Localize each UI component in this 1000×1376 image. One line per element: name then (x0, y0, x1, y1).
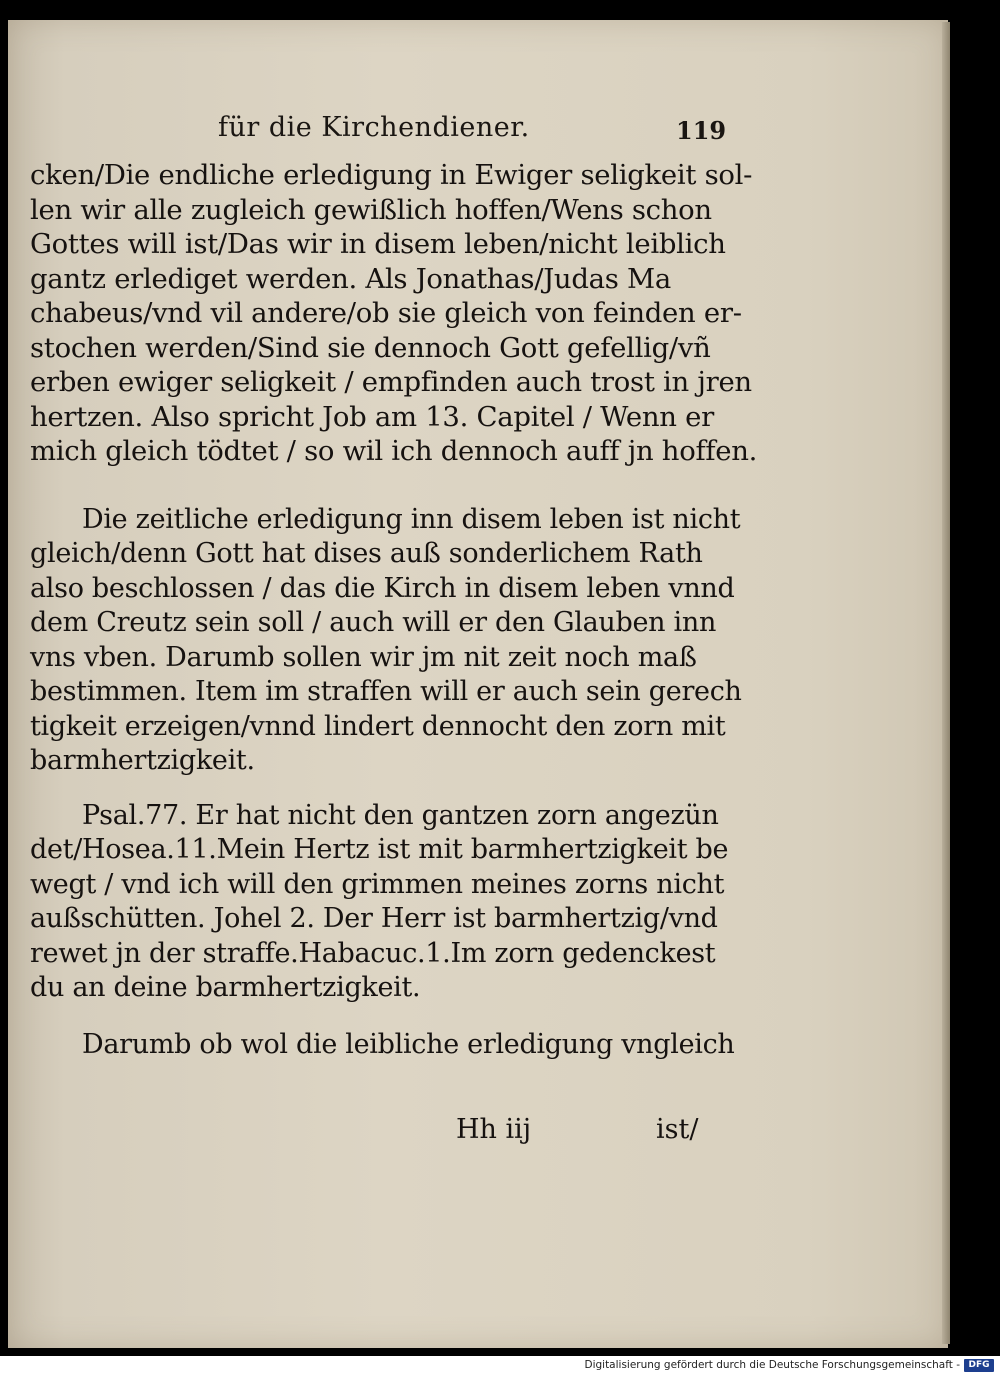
text-line: mich gleich tödtet / so wil ich dennoch auff jn hoffen. (30, 435, 758, 467)
text-line: Die zeitliche erledigung inn disem leben ist nicht (82, 503, 741, 535)
paragraph-2 (30, 503, 742, 779)
text-line: tigkeit erzeigen/vnnd lindert dennocht den zorn mit (30, 710, 726, 742)
text-line: also beschlossen / das die Kirch in disem leben vnnd (30, 572, 735, 604)
text-line: Psal.77. Er hat nicht den gantzen zorn angezün (82, 799, 719, 831)
text-line: len wir alle zugleich gewißlich hoffen/Wens schon (30, 193, 712, 226)
paragraph-4 (30, 1028, 735, 1063)
text-line: chabeus/vnd vil andere/ob sie gleich von feinden er- (30, 297, 742, 329)
text-line: dem Creutz sein soll / auch will er den Glauben inn (30, 607, 717, 638)
credit-bar (0, 1356, 1000, 1376)
text-line: du an deine barmhertzigkeit. (30, 972, 421, 1003)
text-line: cken/Die endliche erledigung in Ewiger seligkeit sol- (30, 159, 753, 191)
signature-line (8, 1114, 948, 1154)
running-head: für die Kirchendiener. (218, 112, 530, 143)
page-number: 119 (676, 116, 727, 145)
dfg-logo-icon: DFG (964, 1359, 994, 1372)
text-line: gantz erlediget werden. Als Jonathas/Judas Ma (30, 262, 671, 295)
text-line: det/Hosea.11.Mein Hertz ist mit barmhertzigkeit be (30, 834, 729, 865)
text-line: gleich/denn Gott hat dises auß sonderlichem Rath (30, 538, 703, 569)
text-line: Gottes will ist/Das wir in disem leben/nicht leiblich (30, 228, 726, 260)
text-line: wegt / vnd ich will den grimmen meines zorns nicht (30, 868, 725, 900)
text-line: rewet jn der straffe.Habacuc.1.Im zorn gedenckest (30, 937, 716, 969)
catchword: ist/ (656, 1114, 699, 1145)
text-line: vns vben. Darumb sollen wir jm nit zeit noch maß (30, 641, 697, 673)
signature-mark: Hh iij (456, 1114, 532, 1145)
text-line: erben ewiger seligkeit / empfinden auch trost in jren (30, 366, 752, 398)
text-line: bestimmen. Item im straffen will er auch sein gerech (30, 676, 742, 707)
text-block (30, 158, 758, 1062)
text-line: stochen werden/Sind sie dennoch Gott gefellig/vñ (30, 331, 711, 364)
text-line: hertzen. Also spricht Job am 13. Capitel / Wenn er (30, 400, 714, 433)
page-header (8, 112, 948, 152)
text-line: Darumb ob wol die leibliche erledigung vngleich (82, 1028, 735, 1060)
text-line: barmhertzigkeit. (30, 745, 255, 776)
text-line: außschütten. Johel 2. Der Herr ist barmhertzig/vnd (30, 903, 718, 934)
paragraph-3 (30, 799, 729, 1006)
page-edge (942, 22, 950, 1344)
paragraph-1 (30, 158, 758, 469)
credit-text: Digitalisierung gefördert durch die Deutsche Forschungsgemeinschaft - (584, 1359, 960, 1371)
book-page (8, 20, 948, 1348)
